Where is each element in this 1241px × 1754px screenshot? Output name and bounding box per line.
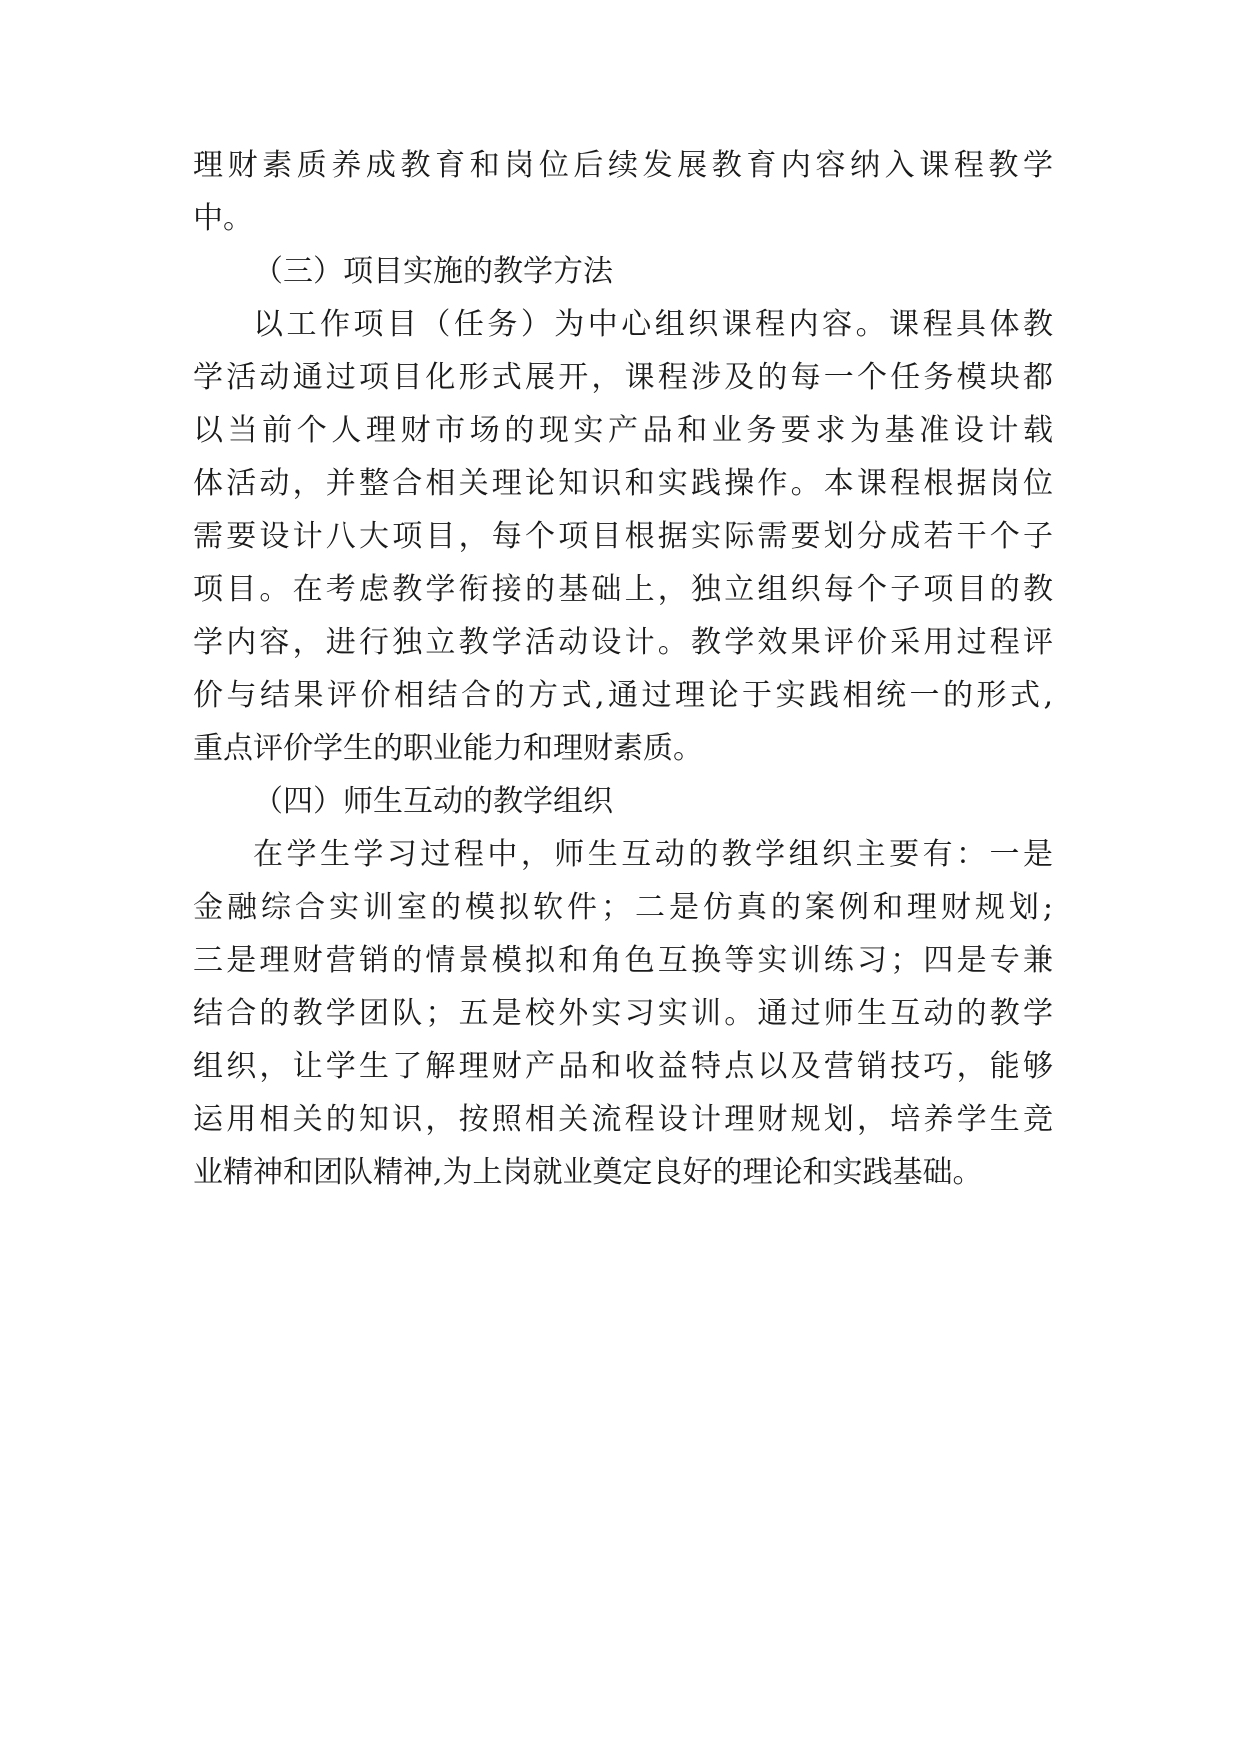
- paragraph-line: 运用相关的知识，按照相关流程设计理财规划，培养学生竞: [193, 1102, 1053, 1137]
- paragraph-line: 在学生学习过程中，师生互动的教学组织主要有：一是: [253, 837, 1053, 872]
- paragraph-line: 学活动通过项目化形式展开，课程涉及的每一个任务模块都: [193, 360, 1053, 395]
- paragraph-line: 学内容，进行独立教学活动设计。教学效果评价采用过程评: [193, 625, 1053, 660]
- paragraph-line: 以工作项目（任务）为中心组织课程内容。课程具体教: [253, 307, 1053, 342]
- section-heading-4: （四）师生互动的教学组织: [253, 784, 613, 819]
- paragraph-line: 三是理财营销的情景模拟和角色互换等实训练习；四是专兼: [193, 943, 1053, 978]
- paragraph-line: 价与结果评价相结合的方式,通过理论于实践相统一的形式,: [193, 678, 1053, 713]
- paragraph-line: 项目。在考虑教学衔接的基础上，独立组织每个子项目的教: [193, 572, 1053, 607]
- paragraph-line: 体活动，并整合相关理论知识和实践操作。本课程根据岗位: [193, 466, 1053, 501]
- paragraph-line: 重点评价学生的职业能力和理财素质。: [193, 731, 703, 766]
- paragraph-line: 理财素质养成教育和岗位后续发展教育内容纳入课程教学: [193, 148, 1053, 183]
- paragraph-line: 以当前个人理财市场的现实产品和业务要求为基准设计载: [193, 413, 1053, 448]
- paragraph-line: 结合的教学团队；五是校外实习实训。通过师生互动的教学: [193, 996, 1053, 1031]
- section-heading-3: （三）项目实施的教学方法: [253, 254, 613, 289]
- paragraph-line: 需要设计八大项目，每个项目根据实际需要划分成若干个子: [193, 519, 1053, 554]
- paragraph-line: 中。: [193, 201, 253, 236]
- paragraph-line: 组织，让学生了解理财产品和收益特点以及营销技巧，能够: [193, 1049, 1053, 1084]
- paragraph-line: 金融综合实训室的模拟软件；二是仿真的案例和理财规划;: [193, 890, 1053, 925]
- paragraph-line: 业精神和团队精神,为上岗就业奠定良好的理论和实践基础。: [193, 1155, 983, 1190]
